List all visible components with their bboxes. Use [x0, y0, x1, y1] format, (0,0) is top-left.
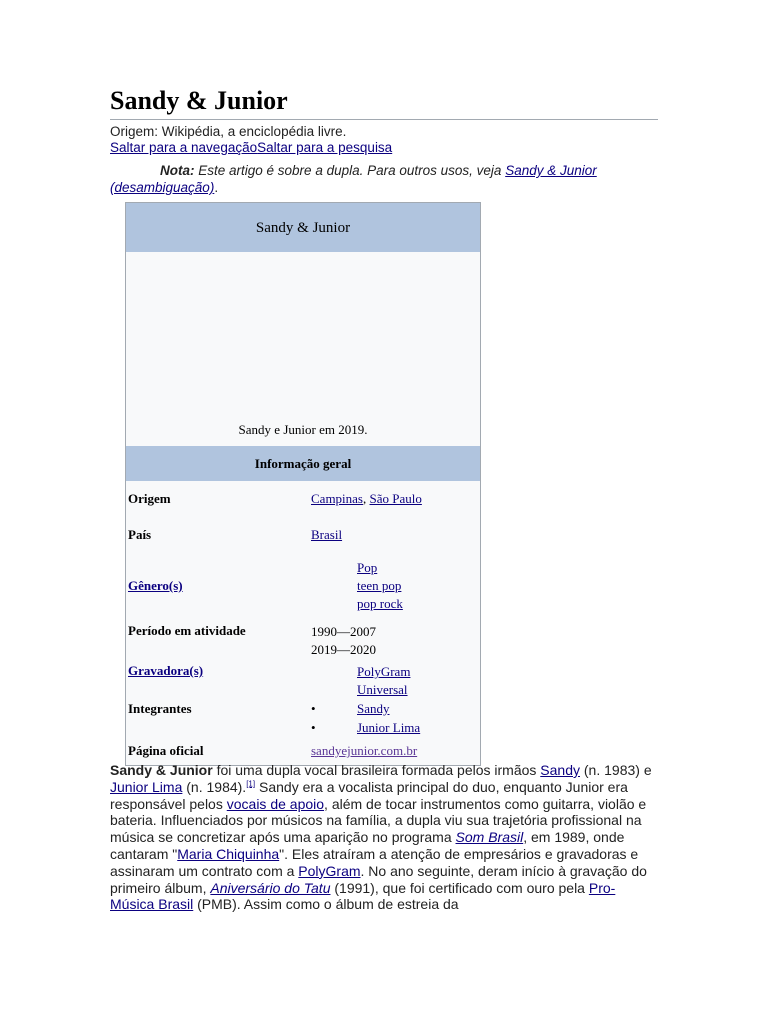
periodo-2: 2019—2020 — [311, 642, 376, 657]
infobox-row-integrantes — [126, 700, 480, 741]
text-segment: (1991), que foi certificado com ouro pela — [330, 879, 589, 896]
integrantes-label: Integrantes — [128, 701, 192, 716]
reference-link[interactable]: [1] — [246, 779, 256, 789]
text-segment: , em 1989, onde cantaram " — [110, 829, 625, 862]
gravadora-label-link[interactable]: Gravadora(s) — [128, 663, 204, 678]
vocais-de-apoio-link[interactable]: vocais de apoio — [226, 795, 325, 812]
disambiguation-link[interactable]: Sandy & Junior (desambiguação) — [110, 163, 597, 195]
aniversario-do-tatu-link[interactable]: Aniversário do Tatu — [210, 879, 331, 896]
infobox — [125, 202, 481, 766]
genre-teen-pop-link[interactable]: teen pop — [357, 578, 402, 593]
text-segment: (n. 1984). — [182, 778, 247, 795]
skip-to-search-link[interactable]: Saltar para a pesquisa — [257, 140, 393, 155]
official-site-link[interactable]: sandyejunior.com.br — [311, 743, 418, 758]
origem-label: Origem — [128, 491, 171, 506]
hatnote — [110, 162, 658, 196]
text-segment: foi uma dupla vocal brasileira formada pelos irmãos — [212, 762, 541, 778]
periodo-1: 1990—2007 — [311, 624, 376, 639]
genre-pop-rock-link[interactable]: pop rock — [357, 596, 403, 611]
periodo-label: Período em atividade — [128, 623, 246, 638]
skip-links — [110, 140, 658, 156]
site-subtitle: Origem: Wikipédia, a enciclopédia livre. — [110, 124, 347, 139]
universal-label-link[interactable]: Universal — [357, 682, 408, 697]
maria-chiquinha-link[interactable]: Maria Chiquinha — [177, 845, 280, 862]
article-paragraph — [110, 762, 658, 913]
hatnote-end: . — [214, 180, 219, 195]
polygram-label-link[interactable]: PolyGram — [357, 664, 411, 679]
infobox-row-genero — [126, 553, 480, 621]
campinas-link[interactable]: Campinas — [311, 491, 363, 506]
gravadora-list — [357, 663, 410, 699]
som-brasil-link[interactable]: Som Brasil — [455, 829, 524, 846]
periodo-list — [311, 623, 376, 659]
polygram-link[interactable]: PolyGram — [298, 862, 361, 879]
brasil-link[interactable]: Brasil — [311, 527, 343, 542]
sao-paulo-link[interactable]: São Paulo — [369, 491, 422, 506]
text-segment: (PMB). Assim como o álbum de estreia da — [193, 896, 459, 913]
infobox-row-origem — [126, 481, 480, 517]
bullet-2: • — [311, 720, 316, 735]
article-subject: Sandy & Junior — [110, 762, 213, 778]
member-junior-lima-link[interactable]: Junior Lima — [357, 720, 421, 735]
pais-label: País — [128, 527, 152, 542]
genero-list — [357, 559, 403, 613]
text-segment: ". Eles atraíram a atenção de empresários e gravadoras e assinaram um contrato com a — [110, 845, 639, 879]
hatnote-label: Nota: — [160, 163, 195, 178]
pagina-label: Página oficial — [128, 743, 204, 758]
hatnote-text: Este artigo é sobre a dupla. Para outros usos, veja — [194, 163, 506, 178]
infobox-section-header: Informação geral — [126, 446, 480, 481]
infobox-title: Sandy & Junior — [126, 203, 480, 252]
article-header — [110, 84, 658, 758]
infobox-caption: Sandy e Junior em 2019. — [238, 422, 368, 437]
member-sandy-link[interactable]: Sandy — [357, 701, 390, 716]
skip-to-navigation-link[interactable]: Saltar para a navegação — [110, 140, 258, 155]
text-segment: . No ano seguinte, deram início à gravação do primeiro álbum, — [110, 862, 647, 896]
junior-lima-link[interactable]: Junior Lima — [110, 778, 183, 795]
text-segment: (n. 1983) e — [580, 762, 652, 778]
infobox-row-pais — [126, 517, 480, 553]
sandy-link[interactable]: Sandy — [540, 762, 580, 778]
page-title: Sandy & Junior — [110, 84, 658, 120]
infobox-image — [126, 252, 480, 446]
infobox-row-gravadora — [126, 661, 480, 700]
infobox-row-periodo — [126, 621, 480, 661]
origem-separator: , — [363, 491, 370, 506]
genero-label-link[interactable]: Gênero(s) — [128, 578, 183, 593]
origem-value — [311, 491, 422, 507]
bullet-1: • — [311, 701, 316, 716]
pais-value — [311, 527, 342, 543]
genre-pop-link[interactable]: Pop — [357, 560, 378, 575]
text-segment: Sandy era a vocalista principal do duo, enquanto Junior era responsável pelos — [110, 778, 628, 812]
text-segment: , além de tocar instrumentos como guitarra, violão e bateria. Influenciados por músicos na família, a dupla viu sua trajetória profissional na música se concretizar após uma aparição no programa — [110, 795, 647, 846]
pro-musica-brasil-link[interactable]: Pro-Música Brasil — [110, 879, 616, 913]
